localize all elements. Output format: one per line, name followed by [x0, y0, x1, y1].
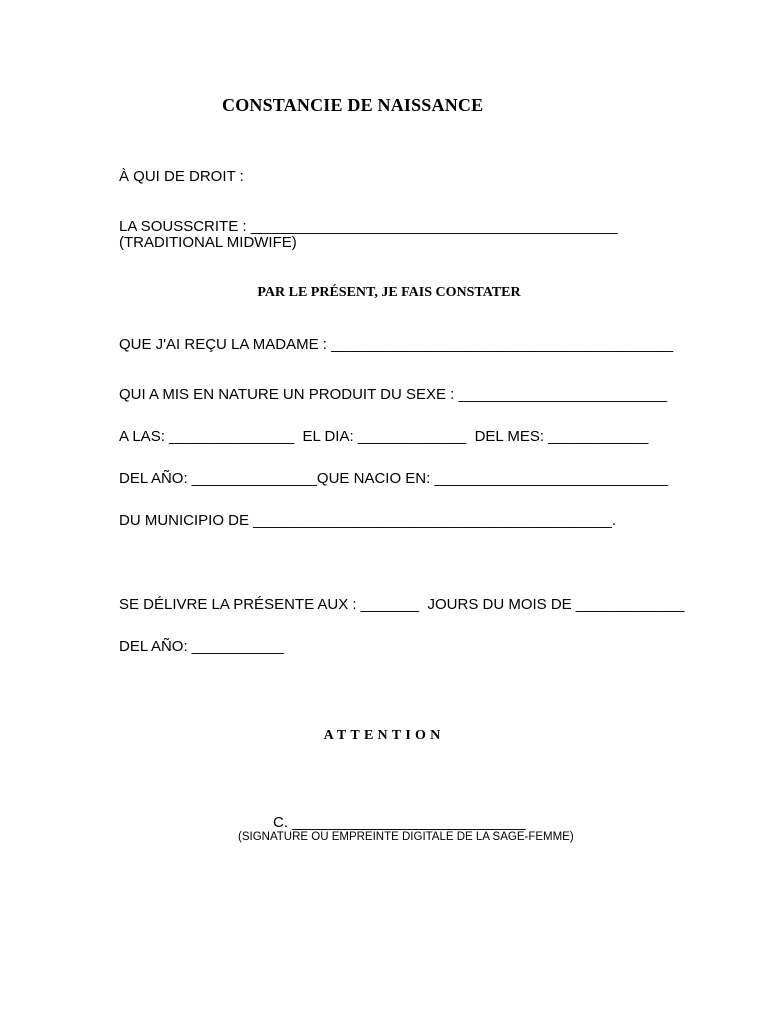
time-day-month-fields: A LAS: _______________ EL DIA: _____________ DEL MES: ____________: [119, 428, 649, 445]
signature-field: C. ____________________________: [273, 814, 526, 831]
declaration-heading: PAR LE PRÉSENT, JE FAIS CONSTATER: [257, 285, 521, 300]
year-birthplace-fields: DEL AÑO: _______________QUE NACIO EN: ____________________________: [119, 470, 669, 487]
soussigned-subtitle: (TRADITIONAL MIDWIFE): [119, 234, 297, 251]
greeting-text: À QUI DE DROIT :: [119, 168, 244, 185]
issued-date-fields: SE DÉLIVRE LA PRÉSENTE AUX : _______ JOURS DU MOIS DE _____________: [119, 596, 685, 613]
signature-caption: (SIGNATURE OU EMPREINTE DIGITALE DE LA SAGE-FEMME): [238, 831, 574, 843]
child-sex-field: QUI A MIS EN NATURE UN PRODUIT DU SEXE : _________________________: [119, 386, 668, 403]
soussigned-field: LA SOUSSCRITE : ____________________________________________: [119, 218, 618, 235]
attention-heading: ATTENTION: [323, 728, 445, 743]
madame-field: QUE J'AI REÇU LA MADAME : _________________________________________: [119, 336, 674, 353]
municipality-field: DU MUNICIPIO DE ___________________________________________.: [119, 512, 617, 529]
issued-year-field: DEL AÑO: ___________: [119, 638, 284, 655]
document-title: CONSTANCIE DE NAISSANCE: [222, 95, 484, 115]
